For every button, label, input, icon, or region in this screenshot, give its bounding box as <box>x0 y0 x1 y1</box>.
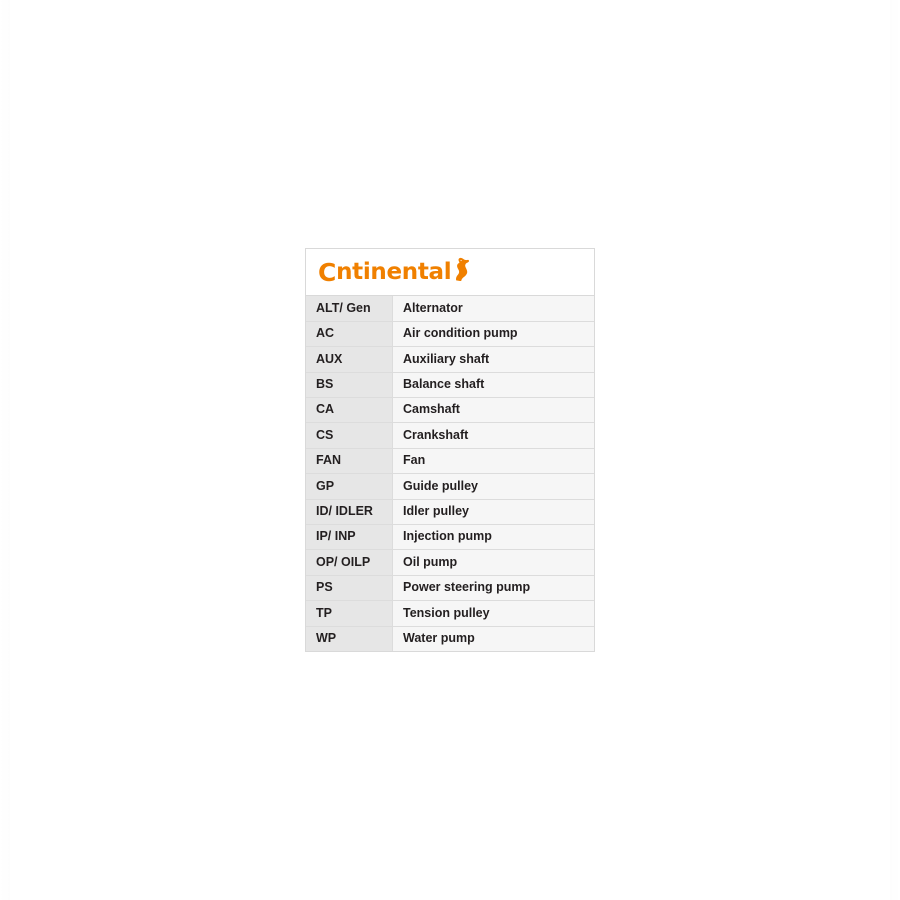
description-cell: Fan <box>393 448 595 473</box>
table-row <box>306 626 594 651</box>
table-row <box>306 448 594 473</box>
horse-icon <box>452 257 472 281</box>
description-cell: Auxiliary shaft <box>393 347 595 372</box>
table-row <box>306 474 594 499</box>
abbreviation-cell: BS <box>306 372 393 397</box>
description-cell: Power steering pump <box>393 575 595 600</box>
table-row <box>306 347 594 372</box>
table-row <box>306 575 594 600</box>
abbreviation-cell: AUX <box>306 347 393 372</box>
description-cell: Tension pulley <box>393 601 595 626</box>
description-cell: Guide pulley <box>393 474 595 499</box>
abbreviation-cell: ALT/ Gen <box>306 296 393 321</box>
page-edge-right <box>890 0 900 900</box>
description-cell: Crankshaft <box>393 423 595 448</box>
table-row <box>306 321 594 346</box>
description-cell: Idler pulley <box>393 499 595 524</box>
table-row <box>306 550 594 575</box>
description-cell: Camshaft <box>393 398 595 423</box>
abbreviation-cell: CS <box>306 423 393 448</box>
abbreviation-cell: ID/ IDLER <box>306 499 393 524</box>
abbreviation-cell: IP/ INP <box>306 525 393 550</box>
logo-c-letter: C <box>318 257 337 287</box>
description-cell: Water pump <box>393 626 595 651</box>
table-row <box>306 398 594 423</box>
description-cell: Injection pump <box>393 525 595 550</box>
abbreviation-cell: GP <box>306 474 393 499</box>
abbreviation-cell: OP/ OILP <box>306 550 393 575</box>
abbreviation-cell: FAN <box>306 448 393 473</box>
abbreviation-cell: AC <box>306 321 393 346</box>
description-cell: Balance shaft <box>393 372 595 397</box>
abbreviation-cell: TP <box>306 601 393 626</box>
description-cell: Oil pump <box>393 550 595 575</box>
table-row <box>306 601 594 626</box>
logo-wordmark: ntinental <box>336 258 452 285</box>
table-row <box>306 372 594 397</box>
abbreviation-cell: WP <box>306 626 393 651</box>
abbreviation-table <box>306 296 594 651</box>
table-row <box>306 296 594 321</box>
description-cell: Alternator <box>393 296 595 321</box>
table-row <box>306 423 594 448</box>
table-row <box>306 499 594 524</box>
page-edge-left <box>0 0 10 900</box>
legend-header <box>306 249 594 296</box>
table-row <box>306 525 594 550</box>
abbreviation-cell: CA <box>306 398 393 423</box>
abbreviation-cell: PS <box>306 575 393 600</box>
abbreviation-legend-card <box>305 248 595 652</box>
description-cell: Air condition pump <box>393 321 595 346</box>
continental-logo <box>318 257 472 287</box>
